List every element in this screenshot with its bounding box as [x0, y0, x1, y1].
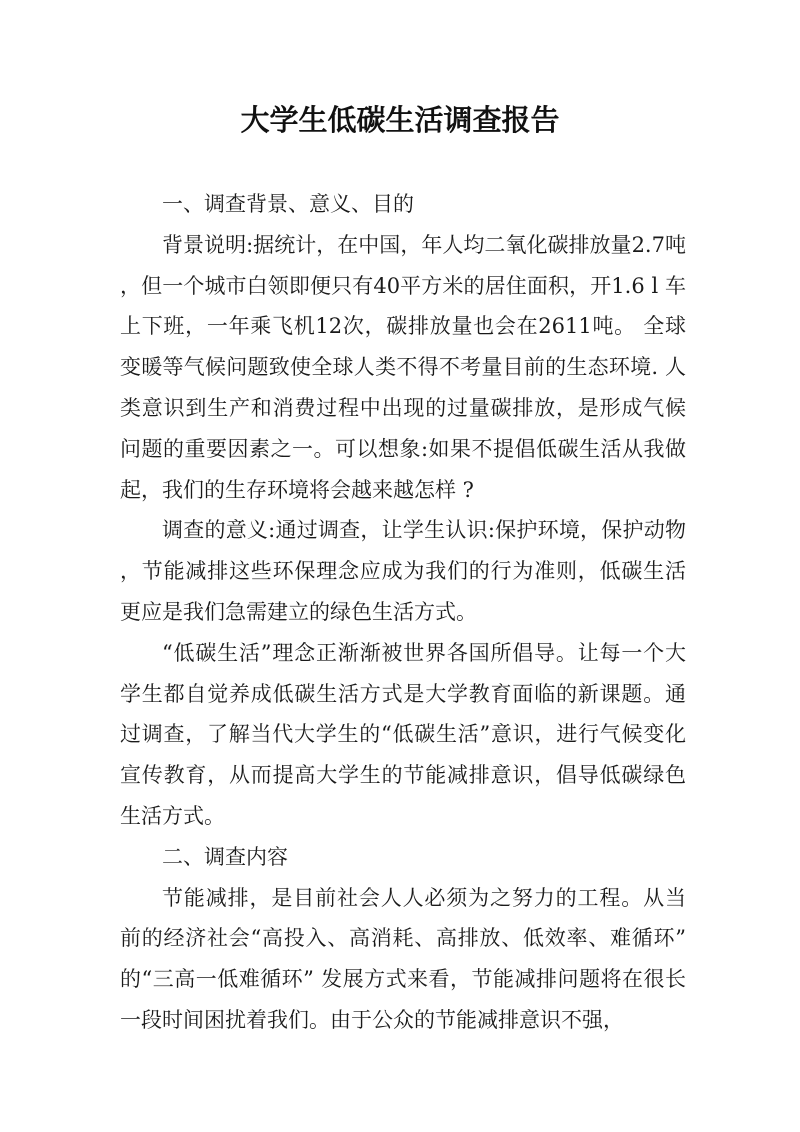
document-title: 大学生低碳生活调查报告 [240, 103, 560, 137]
paragraph-significance: 调查的意义:通过调查，让学生认识:保护环境，保护动物，节能减排这些环保理念应成为我们的行为准则，低碳生活更应是我们急需建立的绿色生活方式。 [120, 518, 686, 624]
paragraph-low-carbon-concept: “低碳生活”理念正渐渐被世界各国所倡导。让每一个大学生都自觉养成低碳生活方式是大学教育面临的新课题。通过调查，了解当代大学生的“低碳生活”意识，进行气候变化宣传教育，从而提高大学生的节能减排意识，倡导低碳绿色生活方式。 [120, 640, 686, 828]
document-body [120, 184, 686, 1041]
section-heading-content: 二、调查内容 [162, 844, 288, 869]
paragraph-background: 背景说明:据统计，在中国，年人均二氧化碳排放量2.7吨，但一个城市白领即便只有40平方米的居住面积，开1.6 l 车上下班，一年乘飞机12次，碳排放量也会在2611吨。 全球变暖等气候问题致使全球人类不得不考量目前的生态环境. 人类意识到生产和消费过程中出现的过量碳排放，是形成气候问题的重要因素之一。可以想象:如果不提倡低碳生活从我做起，我们的生存环境将会越来越怎样 ? [120, 232, 686, 502]
section-heading-background: 一、调查背景、意义、目的 [162, 192, 414, 216]
paragraph-energy-saving: 节能减排，是目前社会人人必须为之努力的工程。从当前的经济社会“高投入、高消耗、高排放、低效率、难循环”的“三高一低难循环” 发展方式来看，节能减排问题将在很长一段时间困扰着我们。由于公众的节能减排意识不强， [120, 885, 686, 1032]
